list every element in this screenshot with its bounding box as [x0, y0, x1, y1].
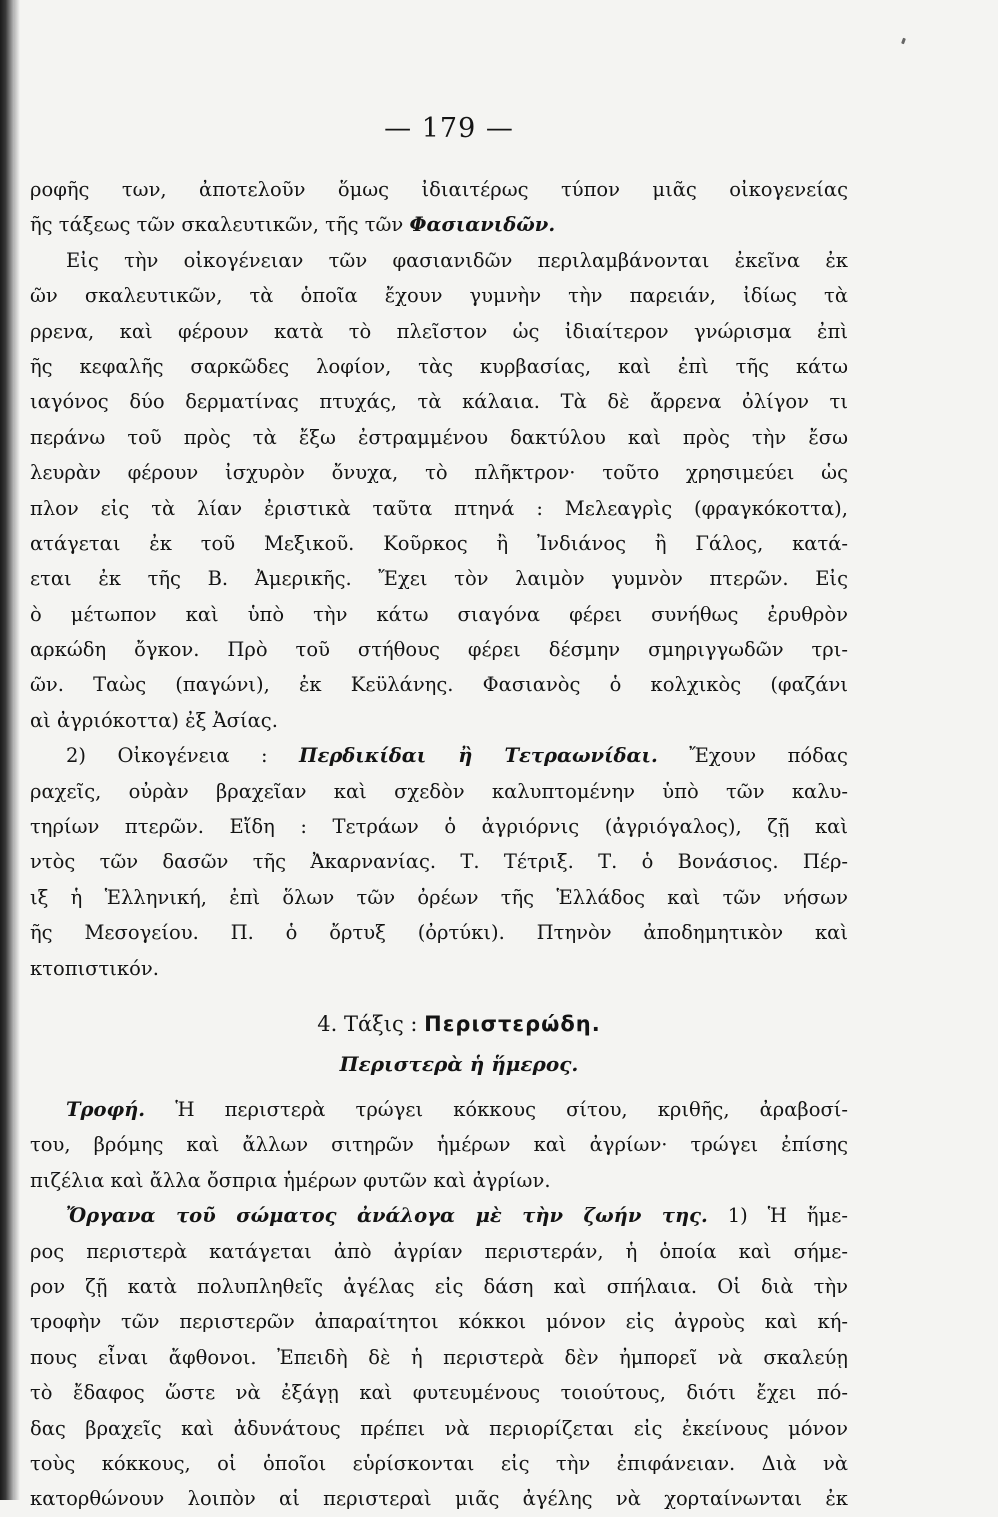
section-gap [30, 986, 848, 1004]
text-line: ῆς Μεσογείου. Π. ὁ ὄρτυξ (ὀρτύκι). Πτηνὸν ἀποδημητικὸν καὶ [30, 921, 848, 945]
text-line: αρκώδη ὄγκον. Πρὸ τοῦ στήθους φέρει δέσμην σμηριγγωδῶν τρι- [30, 638, 848, 662]
text-line: λευρὰν φέρουν ἰσχυρὸν ὄνυχα, τὸ πλῆκτρον· τοῦτο χρησιμεύει ὡς [30, 461, 848, 485]
text-line: πλον εἰς τὰ λίαν ἐριστικὰ ταῦτα πτηνά : Μελεαγρὶς (φραγκόκοττα), [30, 496, 848, 520]
text-line: ρον ζῇ κατὰ πολυπληθεῖς ἀγέλας εἰς δάση καὶ σπήλαια. Οἱ διὰ τὴν [30, 1274, 848, 1298]
section-number: 4. Τάξις : [317, 1011, 425, 1036]
text-line [30, 738, 848, 773]
text-run: Ἡ περιστερὰ τρώγει κόκκους σίτου, κριθῆς, ἀραβοσί- [145, 1097, 848, 1121]
section-heading [30, 1004, 848, 1044]
text-line: ιξ ἡ Ἑλληνική, ἐπὶ ὅλων τῶν ὀρέων τῆς Ἑλλάδος καὶ τῶν νήσων [30, 885, 848, 909]
text-run: 2) Οἰκογένεια : [66, 744, 300, 768]
text-line: πιζέλια καὶ ἄλλα ὄσπρια ἡμέρων φυτῶν καὶ ἀγρίων. [30, 1168, 551, 1192]
text-line: ῶν. Ταὼς (παγώνι), ἐκ Κεϋλάνης. Φασιανὸς ὁ κολχικὸς (φαζάνι [30, 673, 848, 697]
text-line: ροφῆς των, ἀποτελοῦν ὅμως ἰδιαιτέρως τύπον μιᾶς οἰκογενείας [30, 178, 848, 201]
text-line: ατάγεται ἐκ τοῦ Μεξικοῦ. Κοῦρκος ἢ Ἰνδιάνος ἢ Γάλος, κατά- [30, 531, 848, 555]
family-name-emphasis: Περδικίδαι ἢ Τετραωνίδαι. [299, 744, 658, 768]
text-line: κτοπιστικόν. [30, 956, 159, 980]
text-line [30, 1198, 848, 1233]
text-line: Εἰς τὴν οἰκογένειαν τῶν φασιανιδῶν περιλαμβάνονται ἐκεῖνα ἐκ [66, 248, 848, 272]
text-line: ιαγόνος δύο δερματίνας πτυχάς, τὰ κάλαια. Τὰ δὲ ἄρρενα ὀλίγον τι [30, 390, 848, 414]
text-line: ῶν σκαλευτικῶν, τὰ ὁποῖα ἔχουν γυμνὴν τὴν παρειάν, ἰδίως τὰ [30, 284, 848, 308]
text-line: εται ἐκ τῆς Β. Ἀμερικῆς. Ἔχει τὸν λαιμὸν γυμνὸν πτερῶν. Εἰς [30, 567, 848, 591]
text-run: Ἔχουν πόδας [657, 744, 848, 768]
text-line: ρρενα, καὶ φέρουν κατὰ τὸ πλεῖστον ὡς ἰδιαίτερον γνώρισμα ἐπὶ [30, 319, 848, 343]
text-line: αὶ ἀγριόκοττα) ἐξ Ἀσίας. [30, 708, 278, 732]
text-line [30, 1092, 848, 1127]
text-line: περάνω τοῦ πρὸς τὰ ἔξω ἐστραμμένου δακτύλου καὶ πρὸς τὴν ἔσω [30, 425, 848, 449]
page-body [30, 172, 848, 1517]
text-line: κατορθώνουν λοιπὸν αἱ περιστεραὶ μιᾶς ἀγέλης νὰ χορταίνωνται ἐκ [30, 1487, 848, 1511]
section-subheading: Περιστερὰ ἡ ἥμερος. [339, 1051, 579, 1076]
book-spine-shadow [0, 0, 14, 1500]
paper-speck [901, 38, 906, 45]
text-line [30, 207, 848, 242]
topic-label: Τροφή. [66, 1097, 146, 1121]
text-line: πους εἶναι ἄφθονοι. Ἐπειδὴ δὲ ἡ περιστερὰ δὲν ἠμπορεῖ νὰ σκαλεύῃ [30, 1345, 848, 1369]
text-line: δας βραχεῖς καὶ ἀδυνάτους πρέπει νὰ περιορίζεται εἰς ἐκείνους μόνον [30, 1416, 848, 1440]
page-number: — 179 — [384, 113, 514, 144]
section-title: Περιστερώδη. [424, 1011, 601, 1036]
text-line: ραχεῖς, οὐρὰν βραχεῖαν καὶ σχεδὸν καλυπτομένην ὑπὸ τῶν καλυ- [30, 779, 848, 803]
section-gap [30, 1084, 848, 1092]
text-line: ῆς κεφαλῆς σαρκῶδες λοφίον, τὰς κυρβασίας, καὶ ἐπὶ τῆς κάτω [30, 354, 848, 378]
text-line: τηρίων πτερῶν. Εἴδη : Τετράων ὁ ἀγριόρνις (ἀγριόγαλος), ζῇ καὶ [30, 815, 848, 839]
text-line: ντὸς τῶν δασῶν τῆς Ἀκαρνανίας. Τ. Τέτριξ. Τ. ὁ Βονάσιος. Πέρ- [30, 850, 848, 874]
text-line: του, βρόμης καὶ ἄλλων σιτηρῶν ἡμέρων καὶ ἀγρίων· τρώγει ἐπίσης [30, 1133, 848, 1157]
text-line: τροφὴν τῶν περιστερῶν ἀπαραίτητοι κόκκοι μόνον εἰς ἀγροὺς καὶ κή- [30, 1310, 848, 1334]
text-line: τὸ ἔδαφος ὥστε νὰ ἐξάγῃ καὶ φυτευμένους τοιούτους, διότι ἔχει πό- [30, 1381, 848, 1405]
topic-label: Ὄργανα τοῦ σώματος ἀνάλογα μὲ τὴν ζωήν της. [66, 1204, 708, 1228]
text-line: ὸ μέτωπον καὶ ὑπὸ τὴν κάτω σιαγόνα φέρει συνήθως ἐρυθρὸν [30, 602, 848, 626]
family-name-emphasis: Φασιανιδῶν. [409, 213, 556, 237]
text-run: 1) Ἡ ἥμε- [707, 1204, 848, 1228]
text-run: ῆς τάξεως τῶν σκαλευτικῶν, τῆς τῶν [30, 213, 410, 237]
text-line: τοὺς κόκκους, οἱ ὁποῖοι εὑρίσκονται εἰς τὴν ἐπιφάνειαν. Διὰ νὰ [30, 1451, 848, 1475]
book-gutter [14, 0, 20, 1500]
text-line: ρος περιστερὰ κατάγεται ἀπὸ ἀγρίαν περιστεράν, ἡ ὁποία καὶ σήμε- [30, 1239, 848, 1263]
